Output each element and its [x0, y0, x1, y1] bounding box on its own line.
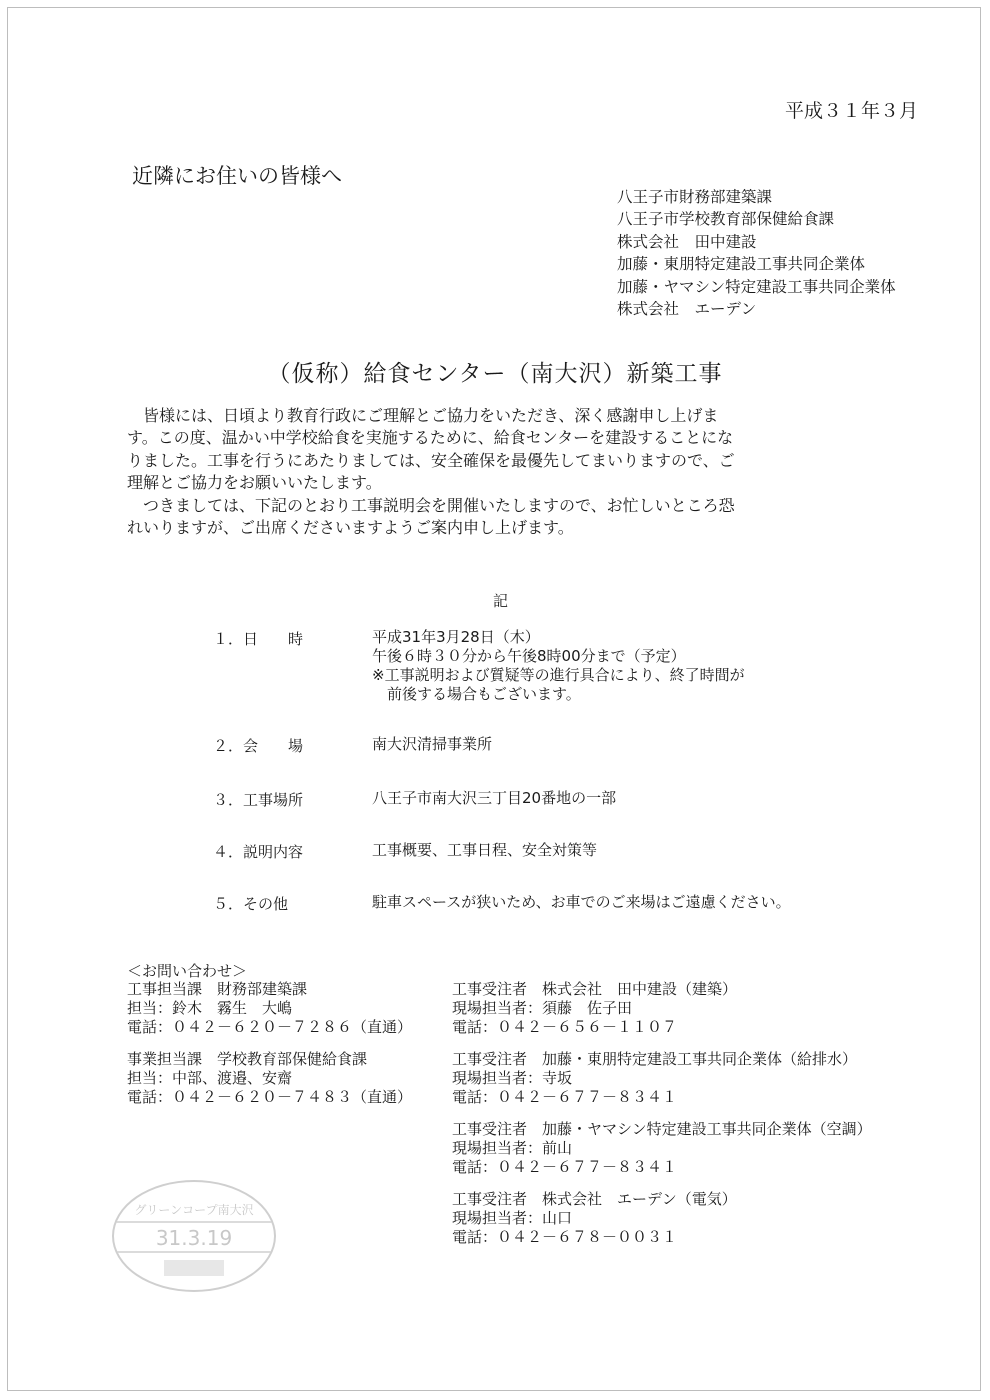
contact-line: 現場担当者：山口: [452, 1209, 573, 1227]
contact-line: 電話：０４２－６７７－８３４１: [452, 1158, 678, 1176]
contact-line: 電話：０４２－６５６－１１０７: [452, 1018, 678, 1036]
item-value-line: 平成31年3月28日（木）: [372, 628, 540, 646]
greeting: 近隣にお住いの皆様へ: [132, 164, 342, 188]
contact-block: [452, 980, 737, 1037]
contact-line: 工事受注者 加藤・ヤマシン特定建設工事共同企業体（空調）: [452, 1120, 872, 1138]
sender-list: [617, 186, 896, 320]
item-label-other: ５．その他: [213, 895, 289, 913]
sender-line: 加藤・ヤマシン特定建設工事共同企業体: [617, 277, 896, 296]
contact-heading: ＜お問い合わせ＞: [127, 962, 248, 980]
contact-line: 工事受注者 株式会社 田中建設（建築）: [452, 980, 738, 998]
item-value-other: 駐車スペースが狭いため、お車でのご来場はご遠慮ください。: [372, 893, 791, 911]
contact-block: [127, 1050, 412, 1107]
received-stamp: [112, 1180, 276, 1292]
item-label-content: ４．説明内容: [213, 843, 304, 861]
contact-block: [452, 1120, 872, 1177]
item-label-datetime: １．日 時: [213, 630, 304, 648]
contact-block: [452, 1190, 737, 1247]
item-label-venue: ２．会 場: [213, 737, 304, 755]
item-value-venue: 南大沢清掃事業所: [372, 735, 493, 753]
contact-line: 工事担当課 財務部建築課: [127, 980, 308, 998]
contact-block: [127, 980, 412, 1037]
sender-line: 八王子市学校教育部保健給食課: [617, 210, 835, 229]
stamp-top-text: グリーンコープ南大沢: [134, 1203, 254, 1217]
item-value-line: 前後する場合もございます。: [372, 685, 581, 703]
contact-line: 担当：鈴木 霧生 大嶋: [127, 999, 293, 1017]
sender-line: 加藤・東朋特定建設工事共同企業体: [617, 255, 866, 274]
body-line: つきましては、下記のとおり工事説明会を開催いたしますので、お忙しいところ恐: [127, 495, 735, 515]
contact-line: 事業担当課 学校教育部保健給食課: [127, 1050, 368, 1068]
sender-line: 株式会社 田中建設: [617, 232, 757, 251]
body-line: 皆様には、日頃より教育行政にご理解とご協力をいただき、深く感謝申し上げま: [127, 406, 719, 425]
contact-line: 現場担当者：前山: [452, 1139, 573, 1157]
contact-line: 現場担当者：須藤 佐子田: [452, 999, 633, 1017]
body-line: す。この度、温かい中学校給食を実施するために、給食センターを建設することにな: [127, 428, 734, 448]
document-title: （仮称）給食センター（南大沢）新築工事: [267, 361, 723, 387]
document-date: 平成３１年３月: [784, 100, 918, 122]
item-value-site: 八王子市南大沢三丁目20番地の一部: [372, 789, 617, 807]
stamp-date-text: 31.3.19: [155, 1226, 233, 1250]
ki-heading: 記: [493, 592, 509, 610]
contact-line: 工事受注者 加藤・東朋特定建設工事共同企業体（給排水）: [452, 1050, 858, 1068]
sender-line: 八王子市財務部建築課: [617, 188, 773, 206]
contact-line: 工事受注者 株式会社 エーデン（電気）: [452, 1190, 737, 1208]
body-line: れいりますが、ご出席くださいますようご案内申し上げます。: [127, 518, 574, 538]
contact-line: 電話：０４２－６２０－７４８３（直通）: [127, 1088, 413, 1106]
item-value-content: 工事概要、工事日程、安全対策等: [372, 841, 598, 859]
item-value-line: ※工事説明および質疑等の進行具合により、終了時間が: [372, 666, 745, 684]
contact-line: 電話：０４２－６２０－７２８６（直通）: [127, 1018, 413, 1036]
body-paragraph: [127, 405, 847, 539]
body-line: りました。工事を行うにあたりましては、安全確保を最優先してまいりますので、ご: [127, 450, 735, 470]
contact-block: [452, 1050, 857, 1107]
item-value-line: 午後６時３０分から午後8時00分まで（予定）: [372, 647, 686, 665]
contact-line: 現場担当者：寺坂: [452, 1069, 573, 1087]
item-label-site: ３．工事場所: [213, 791, 304, 809]
contact-line: 電話：０４２－６７７－８３４１: [452, 1088, 678, 1106]
contact-line: 電話：０４２－６７８－００３１: [452, 1228, 678, 1246]
sender-line: 株式会社 エーデン: [617, 300, 757, 319]
item-value-datetime: [372, 628, 745, 704]
body-line: 理解とご協力をお願いいたします。: [127, 473, 382, 493]
contact-line: 担当：中部、渡邉、安齋: [127, 1069, 293, 1087]
